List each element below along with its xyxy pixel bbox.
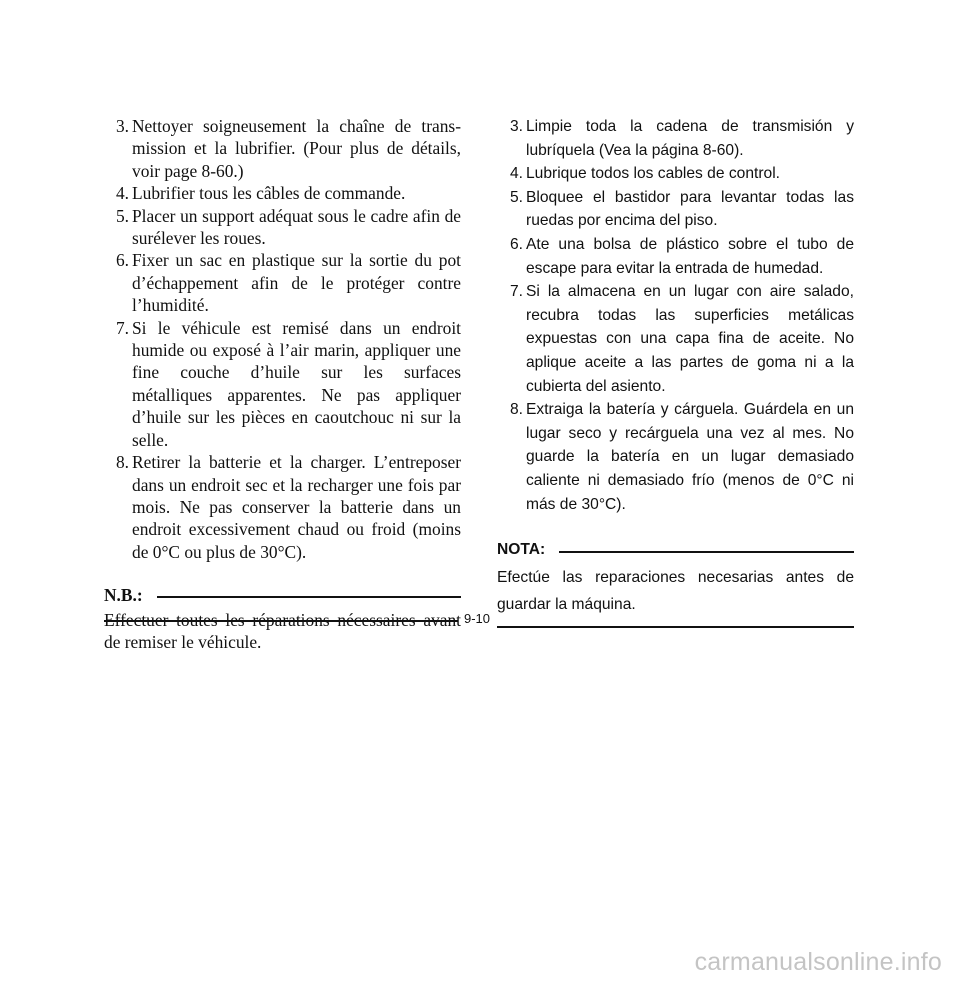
french-column <box>104 115 461 653</box>
french-list-item <box>104 205 461 250</box>
list-text: Lubrifier tous les câbles de commande. <box>132 183 406 204</box>
list-number: 3. <box>115 116 129 136</box>
list-number: 7. <box>509 283 523 301</box>
spanish-column <box>497 115 854 628</box>
french-note-text: Effectuer toutes les réparations nécessaires avant de remiser le véhicule. <box>104 609 461 652</box>
spanish-list-item <box>497 398 854 516</box>
list-number: 5. <box>115 205 129 226</box>
list-text: Lubrique todos los cables de control. <box>526 165 780 183</box>
spanish-note-text: Efectúe las reparaciones necesarias antes de guardar la máquina. <box>497 568 854 613</box>
list-text: Limpie toda la cadena de transmisión y lubríquela (Vea la página 8-60). <box>526 118 854 159</box>
page-number: 9-10 <box>464 611 491 626</box>
note-heading-label: N.B.: <box>104 585 143 606</box>
list-number: 8. <box>509 401 523 419</box>
french-list-item <box>104 249 461 316</box>
french-list-item <box>104 182 461 204</box>
french-list-item <box>104 451 461 563</box>
spanish-list-item <box>497 280 854 398</box>
footer-rule <box>104 620 458 622</box>
note-heading-rule <box>157 596 461 598</box>
list-text: Si la almacena en un lugar con aire salado, recubra todas las superficies metálicas expuestas con una capa fina de aceite. No aplique aceite a las partes de goma ni a la cubierta del asiento. <box>526 283 854 395</box>
list-number: 6. <box>115 250 129 271</box>
list-text: Placer un support adéquat sous le cadre afin de surélever les roues. <box>132 205 461 249</box>
spanish-list-item <box>497 186 854 233</box>
list-text: Si le véhicule est remisé dans un endroit humide ou exposé à l’air marin, appliquer une fine couche d’huile sur les surfaces métalliques apparentes. Ne pas appliquer d’huile sur les pièces en caoutchouc ni sur la selle. <box>132 317 461 450</box>
note-heading-rule <box>559 551 854 553</box>
list-text: Retirer la batterie et la charger. L’entreposer dans un endroit sec et la recharger une fois par mois. Ne pas conserver la batterie dans un endroit excessivement chaud ou froid (moins de 0°C ou plus de 30°C). <box>132 452 461 562</box>
list-number: 7. <box>115 317 129 338</box>
list-number: 8. <box>115 452 129 473</box>
spanish-note-heading <box>497 538 854 562</box>
french-note-heading <box>104 584 461 606</box>
list-text: Extraiga la batería y cárguela. Guárdela en un lugar seco y recárguela una vez al mes. No guarde la batería en un lugar demasiado caliente ni demasiado frío (menos de 0°C ni más de 30°C). <box>526 401 854 513</box>
note-heading-label: NOTA: <box>497 541 546 559</box>
french-list-item <box>104 317 461 451</box>
french-list-item <box>104 115 461 182</box>
list-number: 4. <box>509 165 523 183</box>
list-number: 4. <box>115 183 129 204</box>
list-text: Ate una bolsa de plástico sobre el tubo de escape para evitar la entrada de humedad. <box>526 235 854 277</box>
spanish-list-item <box>497 233 854 280</box>
list-text: Nettoyer soigneusement la chaîne de trans-mission et la lubrifier. (Pour plus de détails, voir page 8-60.) <box>132 116 461 181</box>
list-number: 3. <box>509 118 523 135</box>
list-number: 6. <box>509 235 523 253</box>
list-text: Fixer un sac en plastique sur la sortie du pot d’échappement afin de le protéger contre l’humidité. <box>132 250 461 316</box>
spanish-list-item <box>497 162 854 186</box>
spanish-list-item <box>497 115 854 162</box>
note-end-rule <box>497 626 854 628</box>
list-text: Bloquee el bastidor para levantar todas las ruedas por encima del piso. <box>526 188 854 230</box>
watermark: carmanualsonline.info <box>694 948 942 976</box>
list-number: 5. <box>509 188 523 206</box>
